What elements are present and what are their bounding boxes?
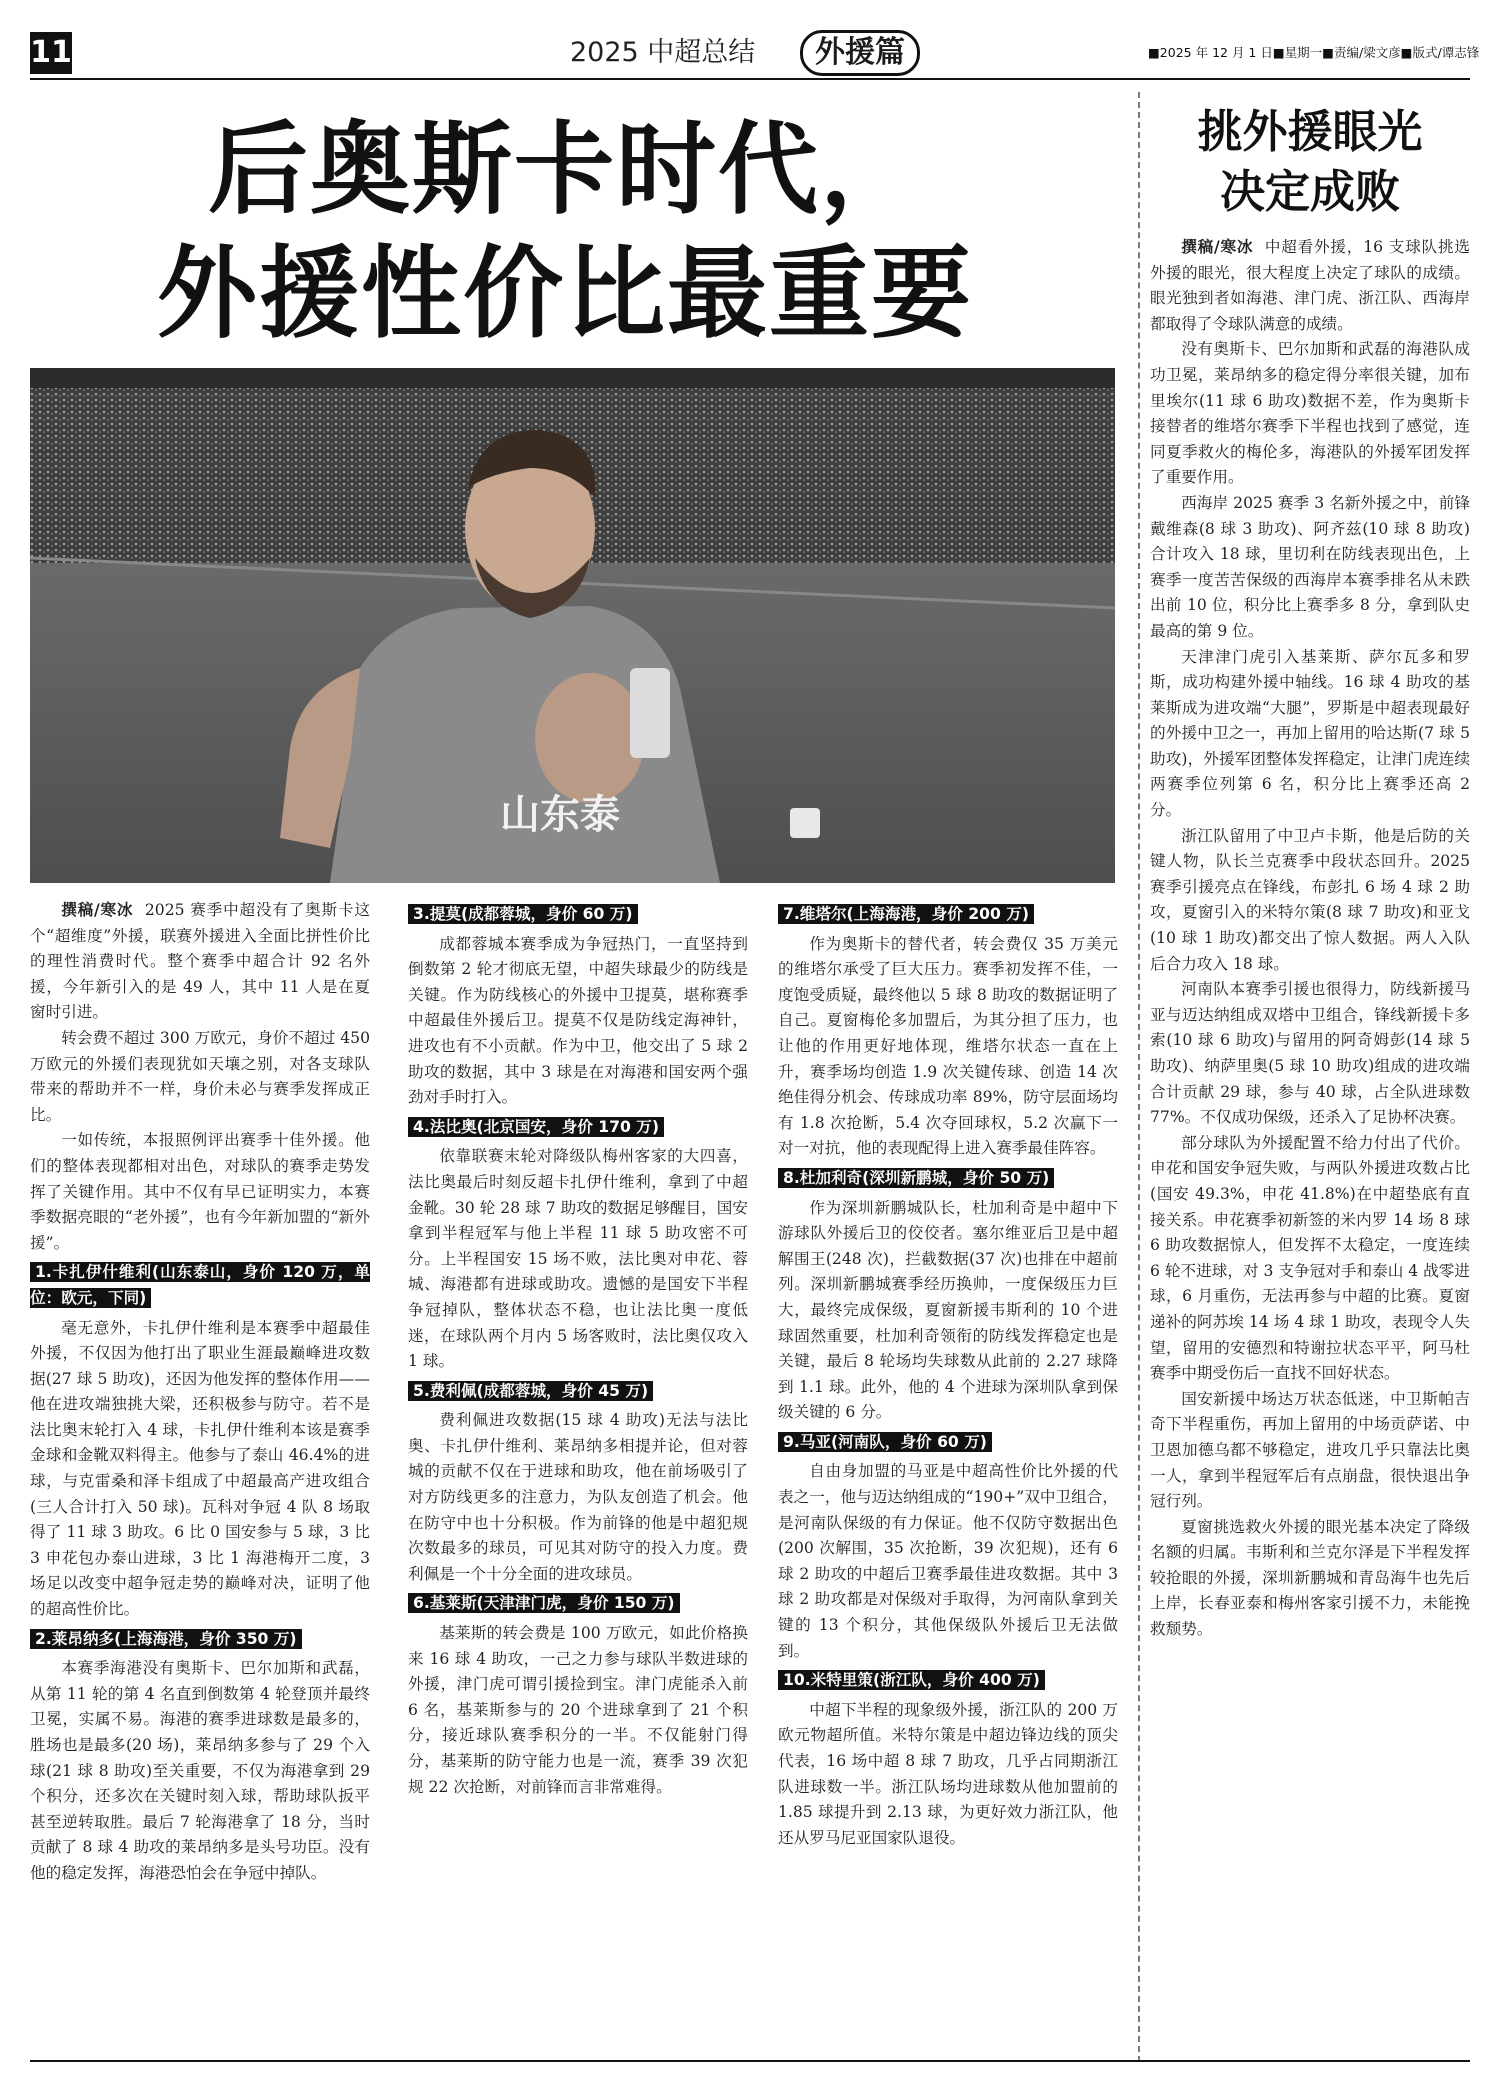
article-paragraph: 转会费不超过 300 万欧元，身价不超过 450 万欧元的外援们表现犹如天壤之别，对各支球队带来的帮助并不一样，身价未必与赛季发挥成正比。 xyxy=(30,1028,370,1124)
headline-line-2: 外援性价比最重要 xyxy=(157,235,973,352)
player-heading: 5.费利佩(成都蓉城，身价 45 万) xyxy=(408,1379,748,1405)
player-text: 依靠联赛末轮对降级队梅州客家的大四喜，法比奥最后时刻反超卡扎伊什维利，拿到了中超金靴。30 轮 28 球 7 助攻的数据足够醒目，国安拿到半程冠军与他上半程 11 球 5 助攻密不可分。上半程国安 15 场不败，法比奥对申花、蓉城、海港都有进球或助攻。遗憾的是国安下半程争冠掉队，整体状态不稳，也让法比奥一度低迷，在球队两个月内 5 场客败时，法比奥仅攻入 1 球。 xyxy=(408,1147,748,1371)
sidebar-paragraph: 部分球队为外援配置不给力付出了代价。申花和国安争冠失败，与两队外援进攻数占比(国安 49.3%，申花 41.8%)在中超垫底有直接关系。申花赛季初新签的米内罗 14 场 8 球 6 助攻数据惊人，但发挥不太稳定，一度连续 6 轮不进球，对 3 支争冠对手和泰山 4 战零进球，6 月重伤，无法再参与中超的比赛。夏窗递补的阿苏埃 14 场 4 球 1 助攻，表现令人失望，留用的安德烈和特谢拉状态平平，阿马杜赛季中期受伤后一直找不回好状态。 xyxy=(1150,1133,1470,1383)
sidebar-title-line-2: 决定成败 xyxy=(1219,165,1400,218)
sidebar-paragraph: 浙江队留用了中卫卢卡斯，他是后防的关键人物，队长兰克赛季中段状态回升。2025 赛季引援亮点在锋线，布彭扎 6 场 4 球 2 助攻，夏窗引入的米特尔策(8 球 7 助攻)和亚戈(10 球 1 助攻)都交出了惊人数据。两人入队后合力攻入 18 球。 xyxy=(1150,826,1470,973)
article-column-2 xyxy=(408,898,748,1800)
player-text: 成都蓉城本赛季成为争冠热门，一直坚持到倒数第 2 轮才彻底无望，中超失球最少的防线是关键。作为防线核心的外援中卫提莫，堪称赛季中超最佳外援后卫。提莫不仅是防线定海神针，进攻也有不小贡献。作为中卫，他交出了 5 球 2 助攻的数据，其中 3 球是在对海港和国安两个强劲对手时打入。 xyxy=(408,934,748,1107)
player-heading: 3.提莫(成都蓉城，身价 60 万) xyxy=(408,902,748,928)
page-header xyxy=(30,30,1500,76)
article-paragraph: 2025 赛季中超没有了奥斯卡这个“超维度”外援，联赛外援进入全面比拼性价比的理性消费时代。整个赛季中超合计 92 名外援，今年新引入的是 49 人，其中 11 人是在夏窗时引进。 xyxy=(30,901,370,1022)
headline-line-1: 后奥斯卡时代， xyxy=(208,111,922,228)
article-paragraph: 一如传统，本报照例评出赛季十佳外援。他们的整体表现都相对出色，对球队的赛季走势发挥了关键作用。其中不仅有早已证明实力，本赛季数据亮眼的“老外援”，也有今年新加盟的“新外援”。 xyxy=(30,1131,370,1252)
player-heading: 4.法比奥(北京国安，身价 170 万) xyxy=(408,1115,748,1141)
player-text: 毫无意外，卡扎伊什维利是本赛季中超最佳外援，不仅因为他打出了职业生涯最巅峰进攻数据(27 球 5 助攻)，还因为他发挥的整体作用——他在进攻端独挑大梁，还积极参与防守。若不是法比奥末轮打入 4 球，卡扎伊什维利本该是赛季金球和金靴双料得主。他参与了泰山 46.4%的进球，与克雷桑和泽卡组成了中超最高产进攻组合(三人合计打入 50 球)。瓦科对争冠 4 队 8 场取得了 11 球 3 助攻。6 比 0 国安参与 5 球，3 比 3 申花包办泰山进球，3 比 1 海港梅开二度，3 场足以改变中超争冠走势的巅峰对决，证明了他的超高性价比。 xyxy=(30,1318,370,1619)
player-text: 本赛季海港没有奥斯卡、巴尔加斯和武磊，从第 11 轮的第 4 名直到倒数第 4 轮登顶并最终卫冕，实属不易。海港的赛季进球数是最多的，胜场也是最多(20 场)，莱昂纳多参与了 29 个入球(21 球 8 助攻)至关重要，不仅为海港拿到 29 个积分，还多次在关键时刻入球，帮助球队扳平甚至逆转取胜。最后 7 轮海港拿了 18 分，当时贡献了 8 球 4 助攻的莱昂纳多是头号功臣。没有他的稳定发挥，海港恐怕会在争冠中掉队。 xyxy=(30,1659,370,1882)
player-text: 费利佩进攻数据(15 球 4 助攻)无法与法比奥、卡扎伊什维利、莱昂纳多相提并论，但对蓉城的贡献不仅在于进球和助攻，他在前场吸引了对方防线更多的注意力，为队友创造了机会。他在防守中也十分积极。作为前锋的他是中超犯规次数最多的球员，可见其对防守的投入力度。费利佩是一个十分全面的进攻球员。 xyxy=(408,1411,748,1583)
player-photo xyxy=(30,368,1115,883)
sidebar-title xyxy=(1150,102,1470,222)
player-text: 自由身加盟的马亚是中超高性价比外援的代表之一，他与迈达纳组成的“190+”双中卫组合，是河南队保级的有力保证。他不仅防守数据出色(200 次解围，35 次抢断，39 次犯规)，还有 6 球 2 助攻的中超后卫赛季最佳进攻数据。其中 3 球 2 助攻都是对保级对手取得，为河南队拿到关键的 13 个积分，其他保级队外援后卫无法做到。 xyxy=(778,1462,1118,1660)
header-rule xyxy=(30,78,1470,80)
player-heading: 10.米特里策(浙江队，身价 400 万) xyxy=(778,1668,1118,1694)
sidebar-paragraph: 河南队本赛季引援也很得力，防线新援马亚与迈达纳组成双塔中卫组合，锋线新援卡多索(10 球 6 助攻)与留用的阿奇姆彭(14 球 5 助攻)、纳萨里奥(5 球 10 助攻)组成的进攻端合计贡献 29 球，参与 40 球，占全队进球数 77%。不仅成功保级，还杀入了足协杯决赛。 xyxy=(1150,980,1470,1127)
article-column-1 xyxy=(30,898,370,1887)
section-title: 2025 中超总结 xyxy=(570,37,756,68)
player-heading: 9.马亚(河南队，身价 60 万) xyxy=(778,1430,1118,1456)
player-text: 中超下半程的现象级外援，浙江队的 200 万欧元物超所值。米特尔策是中超边锋边线的顶尖代表，16 场中超 8 球 7 助攻，几乎占同期浙江队进球数一半。浙江队场均进球数从他加盟前的 1.85 球提升到 2.13 球，为更好效力浙江队，他还从罗马尼亚国家队退役。 xyxy=(778,1700,1118,1847)
page-number: 11 xyxy=(30,32,72,74)
sidebar-paragraph: 西海岸 2025 赛季 3 名新外援之中，前锋戴维森(8 球 3 助攻)、阿齐兹(10 球 8 助攻)合计攻入 18 球，里切利在防线表现出色，上赛季一度苦苦保级的西海岸本赛季排名从未跌出前 10 位，积分比上赛季多 8 分，拿到队史最高的第 9 位。 xyxy=(1150,493,1470,640)
sidebar-paragraph: 国安新援中场达万状态低迷，中卫斯帕吉奇下半程重伤，再加上留用的中场贡萨诺、中卫恩加德乌都不够稳定，进攻几乎只靠法比奥一人，拿到半程冠军后有点崩盘，很快退出争冠行列。 xyxy=(1150,1389,1470,1511)
sidebar-title-line-1: 挑外援眼光 xyxy=(1197,105,1423,158)
player-text: 作为奥斯卡的替代者，转会费仅 35 万美元的维塔尔承受了巨大压力。赛季初发挥不佳，一度饱受质疑，最终他以 5 球 8 助攻的数据证明了自己。夏窗梅伦多加盟后，为其分担了压力，也让他的作用更好地体现，维塔尔状态一直在上升，赛季场均创造 1.9 次关键传球、创造 14 次绝佳得分机会、传球成功率 89%，防守层面场均有 1.8 次抢断，5.4 次夺回球权，5.2 次赢下一对一对抗，他的表现配得上进入赛季最佳阵容。 xyxy=(778,934,1118,1158)
jersey-text: 山东泰 xyxy=(500,792,620,838)
sidebar-paragraph: 夏窗挑选救火外援的眼光基本决定了降级名额的归属。韦斯利和兰克尔泽是下半程发挥较抢眼的外援，深圳新鹏城和青岛海牛也先后上岸，长春亚泰和梅州客家引援不力，未能挽救颓势。 xyxy=(1150,1517,1470,1639)
section-tag: 外援篇 xyxy=(800,30,920,76)
player-heading: 6.基莱斯(天津津门虎，身价 150 万) xyxy=(408,1591,748,1617)
player-heading: 8.杜加利奇(深圳新鹏城，身价 50 万) xyxy=(778,1166,1118,1192)
column-divider xyxy=(1138,92,1140,2062)
sidebar-column xyxy=(1150,235,1470,1643)
article-byline: 撰稿/寒冰 xyxy=(61,901,134,919)
photo-illustration xyxy=(30,368,1115,883)
sidebar-paragraph: 天津津门虎引入基莱斯、萨尔瓦多和罗斯，成功构建外援中轴线。16 球 4 助攻的基莱斯成为进攻端“大腿”，罗斯是中超表现最好的外援中卫之一，再加上留用的哈达斯(7 球 5 助攻)，外援军团整体发挥稳定，让津门虎连续两赛季位列第 6 名，积分比上赛季还高 2 分。 xyxy=(1150,647,1470,820)
player-heading: 2.莱昂纳多(上海海港，身价 350 万) xyxy=(30,1627,370,1653)
player-text: 基莱斯的转会费是 100 万欧元，如此价格换来 16 球 4 助攻，一己之力参与球队半数进球的外援，津门虎可谓引援捡到宝。津门虎能杀入前 6 名，基莱斯参与的 20 个进球拿到了 21 个积分，接近球队赛季积分的一半。不仅能射门得分，基莱斯的防守能力也是一流，赛季 39 次犯规 22 次抢断，对前锋而言非常难得。 xyxy=(408,1624,748,1796)
player-heading: 7.维塔尔(上海海港，身价 200 万) xyxy=(778,902,1118,928)
sidebar-byline: 撰稿/寒冰 xyxy=(1181,238,1254,256)
issue-meta: ■2025 年 12 月 1 日■星期一■责编/梁文彦■版式/谭志锋 xyxy=(1148,45,1480,60)
article-column-3 xyxy=(778,898,1118,1851)
sidebar-paragraph: 没有奥斯卡、巴尔加斯和武磊的海港队成功卫冕，莱昂纳多的稳定得分率很关键，加布里埃尔(11 球 6 助攻)数据不差，作为奥斯卡接替者的维塔尔赛季下半程也找到了感觉，连同夏季救火的梅伦多，海港队的外援军团发挥了重要作用。 xyxy=(1150,340,1470,487)
footer-rule xyxy=(30,2060,1470,2062)
sidebar-paragraph: 中超看外援，16 支球队挑选外援的眼光，很大程度上决定了球队的成绩。眼光独到者如海港、津门虎、浙江队、西海岸都取得了令球队满意的成绩。 xyxy=(1150,238,1470,333)
player-text: 作为深圳新鹏城队长，杜加利奇是中超中下游球队外援后卫的佼佼者。塞尔维亚后卫是中超解围王(248 次)，拦截数据(37 次)也排在中超前列。深圳新鹏城赛季经历换帅，一度保级压力巨大，最终完成保级，夏窗新援韦斯利的 10 个进球固然重要，杜加利奇领衔的防线发挥稳定也是关键，最后 8 轮场均失球数从此前的 2.27 球降到 1.1 球。此外，他的 4 个进球为深圳队拿到保级关键的 6 分。 xyxy=(778,1198,1118,1422)
player-heading: 1.卡扎伊什维利(山东泰山，身价 120 万，单位：欧元，下同) xyxy=(30,1263,370,1307)
main-headline xyxy=(30,108,1100,356)
